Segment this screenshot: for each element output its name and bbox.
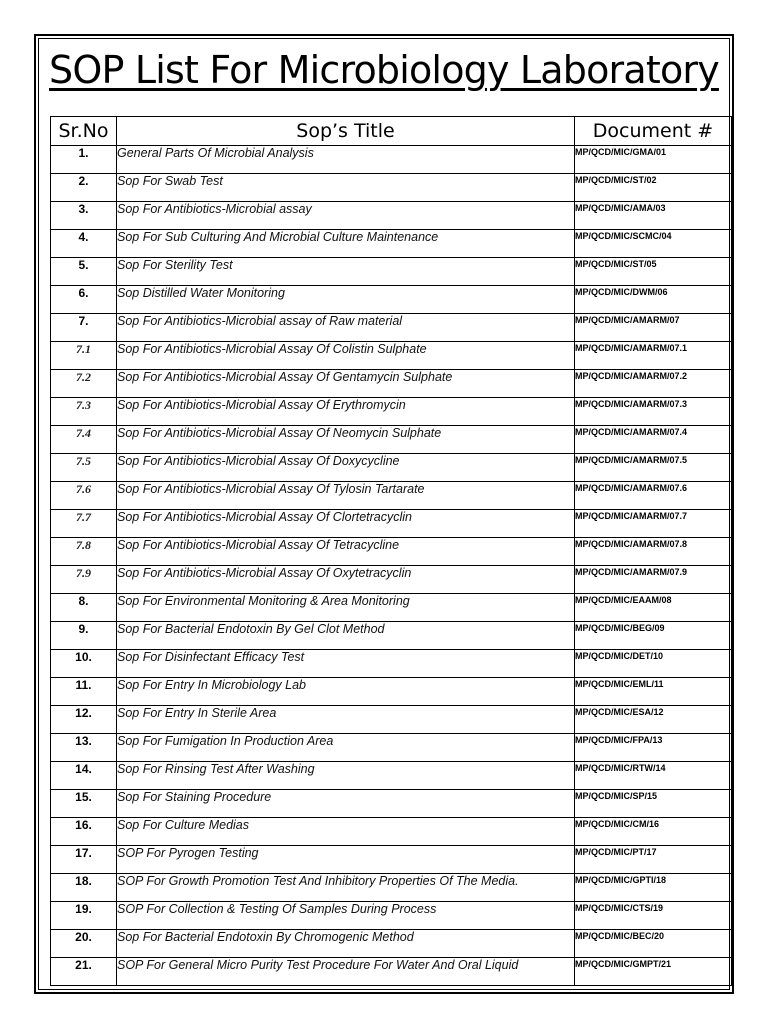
table-row — [51, 902, 732, 930]
sop-title-cell: SOP For General Micro Purity Test Procedure For Water And Oral Liquid — [117, 958, 575, 986]
serial-number-cell: 14. — [51, 762, 117, 790]
table-row — [51, 650, 732, 678]
serial-number-cell: 10. — [51, 650, 117, 678]
document-number-cell: MP/QCD/MIC/AMARM/07.7 — [575, 510, 732, 538]
sop-title-cell: Sop For Antibiotics-Microbial Assay Of Gentamycin Sulphate — [117, 370, 575, 398]
page-title: SOP List For Microbiology Laboratory — [49, 48, 719, 92]
sop-title-cell: Sop For Antibiotics-Microbial Assay Of Tetracycline — [117, 538, 575, 566]
document-number-cell: MP/QCD/MIC/AMARM/07.4 — [575, 426, 732, 454]
sop-title-cell: Sop For Antibiotics-Microbial Assay Of Colistin Sulphate — [117, 342, 575, 370]
sop-title-cell: Sop For Fumigation In Production Area — [117, 734, 575, 762]
table-row — [51, 538, 732, 566]
sop-title-cell: Sop For Bacterial Endotoxin By Chromogenic Method — [117, 930, 575, 958]
serial-number-cell: 7.9 — [51, 566, 117, 594]
sop-title-cell: Sop For Entry In Microbiology Lab — [117, 678, 575, 706]
table-row — [51, 370, 732, 398]
sop-title-cell: Sop For Bacterial Endotoxin By Gel Clot Method — [117, 622, 575, 650]
serial-number-cell: 20. — [51, 930, 117, 958]
table-row — [51, 258, 732, 286]
table-row — [51, 622, 732, 650]
table-row — [51, 426, 732, 454]
document-number-cell: MP/QCD/MIC/AMARM/07.2 — [575, 370, 732, 398]
serial-number-cell: 7.7 — [51, 510, 117, 538]
document-number-cell: MP/QCD/MIC/ESA/12 — [575, 706, 732, 734]
document-number-cell: MP/QCD/MIC/SP/15 — [575, 790, 732, 818]
serial-number-cell: 18. — [51, 874, 117, 902]
table-row — [51, 594, 732, 622]
sop-title-cell: Sop For Staining Procedure — [117, 790, 575, 818]
document-number-cell: MP/QCD/MIC/GPTI/18 — [575, 874, 732, 902]
table-row — [51, 174, 732, 202]
serial-number-cell: 4. — [51, 230, 117, 258]
table-row — [51, 510, 732, 538]
document-number-cell: MP/QCD/MIC/BEC/20 — [575, 930, 732, 958]
serial-number-cell: 12. — [51, 706, 117, 734]
document-number-cell: MP/QCD/MIC/SCMC/04 — [575, 230, 732, 258]
serial-number-cell: 5. — [51, 258, 117, 286]
sop-title-cell: Sop For Antibiotics-Microbial assay of Raw material — [117, 314, 575, 342]
document-number-cell: MP/QCD/MIC/AMARM/07.6 — [575, 482, 732, 510]
sop-title-cell: Sop For Antibiotics-Microbial Assay Of Doxycycline — [117, 454, 575, 482]
table-row — [51, 818, 732, 846]
sop-title-cell: Sop For Sterility Test — [117, 258, 575, 286]
serial-number-cell: 1. — [51, 146, 117, 174]
serial-number-cell: 7.1 — [51, 342, 117, 370]
serial-number-cell: 7.8 — [51, 538, 117, 566]
document-number-cell: MP/QCD/MIC/AMA/03 — [575, 202, 732, 230]
document-number-cell: MP/QCD/MIC/AMARM/07.5 — [575, 454, 732, 482]
table-row — [51, 286, 732, 314]
serial-number-cell: 7.6 — [51, 482, 117, 510]
serial-number-cell: 11. — [51, 678, 117, 706]
sop-title-cell: General Parts Of Microbial Analysis — [117, 146, 575, 174]
table-row — [51, 566, 732, 594]
sop-title-cell: SOP For Growth Promotion Test And Inhibitory Properties Of The Media. — [117, 874, 575, 902]
document-number-cell: MP/QCD/MIC/PT/17 — [575, 846, 732, 874]
serial-number-cell: 15. — [51, 790, 117, 818]
document-number-cell: MP/QCD/MIC/AMARM/07.8 — [575, 538, 732, 566]
document-number-cell: MP/QCD/MIC/RTW/14 — [575, 762, 732, 790]
serial-number-cell: 9. — [51, 622, 117, 650]
table-row — [51, 846, 732, 874]
serial-number-cell: 7. — [51, 314, 117, 342]
sop-title-cell: Sop For Antibiotics-Microbial Assay Of Tylosin Tartarate — [117, 482, 575, 510]
document-number-cell: MP/QCD/MIC/AMARM/07 — [575, 314, 732, 342]
sop-title-cell: Sop For Rinsing Test After Washing — [117, 762, 575, 790]
table-header-row — [51, 117, 732, 146]
serial-number-cell: 21. — [51, 958, 117, 986]
table-row — [51, 790, 732, 818]
serial-number-cell: 13. — [51, 734, 117, 762]
document-number-cell: MP/QCD/MIC/FPA/13 — [575, 734, 732, 762]
document-number-cell: MP/QCD/MIC/BEG/09 — [575, 622, 732, 650]
document-number-cell: MP/QCD/MIC/DWM/06 — [575, 286, 732, 314]
document-number-cell: MP/QCD/MIC/DET/10 — [575, 650, 732, 678]
table-row — [51, 874, 732, 902]
table-row — [51, 762, 732, 790]
table-row — [51, 398, 732, 426]
serial-number-cell: 7.2 — [51, 370, 117, 398]
table-row — [51, 482, 732, 510]
sop-title-cell: Sop For Environmental Monitoring & Area Monitoring — [117, 594, 575, 622]
serial-number-cell: 3. — [51, 202, 117, 230]
serial-number-cell: 17. — [51, 846, 117, 874]
document-number-cell: MP/QCD/MIC/GMPT/21 — [575, 958, 732, 986]
sop-title-cell: Sop For Antibiotics-Microbial Assay Of Clortetracyclin — [117, 510, 575, 538]
sop-table — [50, 116, 732, 986]
serial-number-cell: 2. — [51, 174, 117, 202]
serial-number-cell: 8. — [51, 594, 117, 622]
sop-title-cell: Sop Distilled Water Monitoring — [117, 286, 575, 314]
column-header-srno: Sr.No — [51, 117, 117, 146]
document-number-cell: MP/QCD/MIC/GMA/01 — [575, 146, 732, 174]
document-number-cell: MP/QCD/MIC/AMARM/07.1 — [575, 342, 732, 370]
document-number-cell: MP/QCD/MIC/ST/02 — [575, 174, 732, 202]
document-number-cell: MP/QCD/MIC/CTS/19 — [575, 902, 732, 930]
serial-number-cell: 7.3 — [51, 398, 117, 426]
table-row — [51, 706, 732, 734]
document-number-cell: MP/QCD/MIC/EML/11 — [575, 678, 732, 706]
serial-number-cell: 6. — [51, 286, 117, 314]
table-row — [51, 734, 732, 762]
table-body — [51, 146, 732, 986]
sop-title-cell: Sop For Disinfectant Efficacy Test — [117, 650, 575, 678]
column-header-document: Document # — [575, 117, 732, 146]
serial-number-cell: 7.5 — [51, 454, 117, 482]
sop-title-cell: Sop For Antibiotics-Microbial Assay Of Erythromycin — [117, 398, 575, 426]
document-number-cell: MP/QCD/MIC/ST/05 — [575, 258, 732, 286]
sop-title-cell: Sop For Antibiotics-Microbial assay — [117, 202, 575, 230]
sop-title-cell: Sop For Entry In Sterile Area — [117, 706, 575, 734]
table-row — [51, 454, 732, 482]
sop-title-cell: Sop For Culture Medias — [117, 818, 575, 846]
table-row — [51, 678, 732, 706]
sop-title-cell: Sop For Swab Test — [117, 174, 575, 202]
sop-title-cell: Sop For Sub Culturing And Microbial Culture Maintenance — [117, 230, 575, 258]
document-number-cell: MP/QCD/MIC/CM/16 — [575, 818, 732, 846]
table-row — [51, 202, 732, 230]
serial-number-cell: 7.4 — [51, 426, 117, 454]
column-header-title: Sop’s Title — [117, 117, 575, 146]
table-row — [51, 958, 732, 986]
sop-title-cell: Sop For Antibiotics-Microbial Assay Of Neomycin Sulphate — [117, 426, 575, 454]
sop-title-cell: SOP For Collection & Testing Of Samples During Process — [117, 902, 575, 930]
serial-number-cell: 16. — [51, 818, 117, 846]
document-number-cell: MP/QCD/MIC/AMARM/07.9 — [575, 566, 732, 594]
sop-title-cell: Sop For Antibiotics-Microbial Assay Of Oxytetracyclin — [117, 566, 575, 594]
table-row — [51, 230, 732, 258]
table-row — [51, 146, 732, 174]
table-row — [51, 342, 732, 370]
table-row — [51, 930, 732, 958]
document-number-cell: MP/QCD/MIC/AMARM/07.3 — [575, 398, 732, 426]
document-number-cell: MP/QCD/MIC/EAAM/08 — [575, 594, 732, 622]
serial-number-cell: 19. — [51, 902, 117, 930]
sop-title-cell: SOP For Pyrogen Testing — [117, 846, 575, 874]
table-row — [51, 314, 732, 342]
